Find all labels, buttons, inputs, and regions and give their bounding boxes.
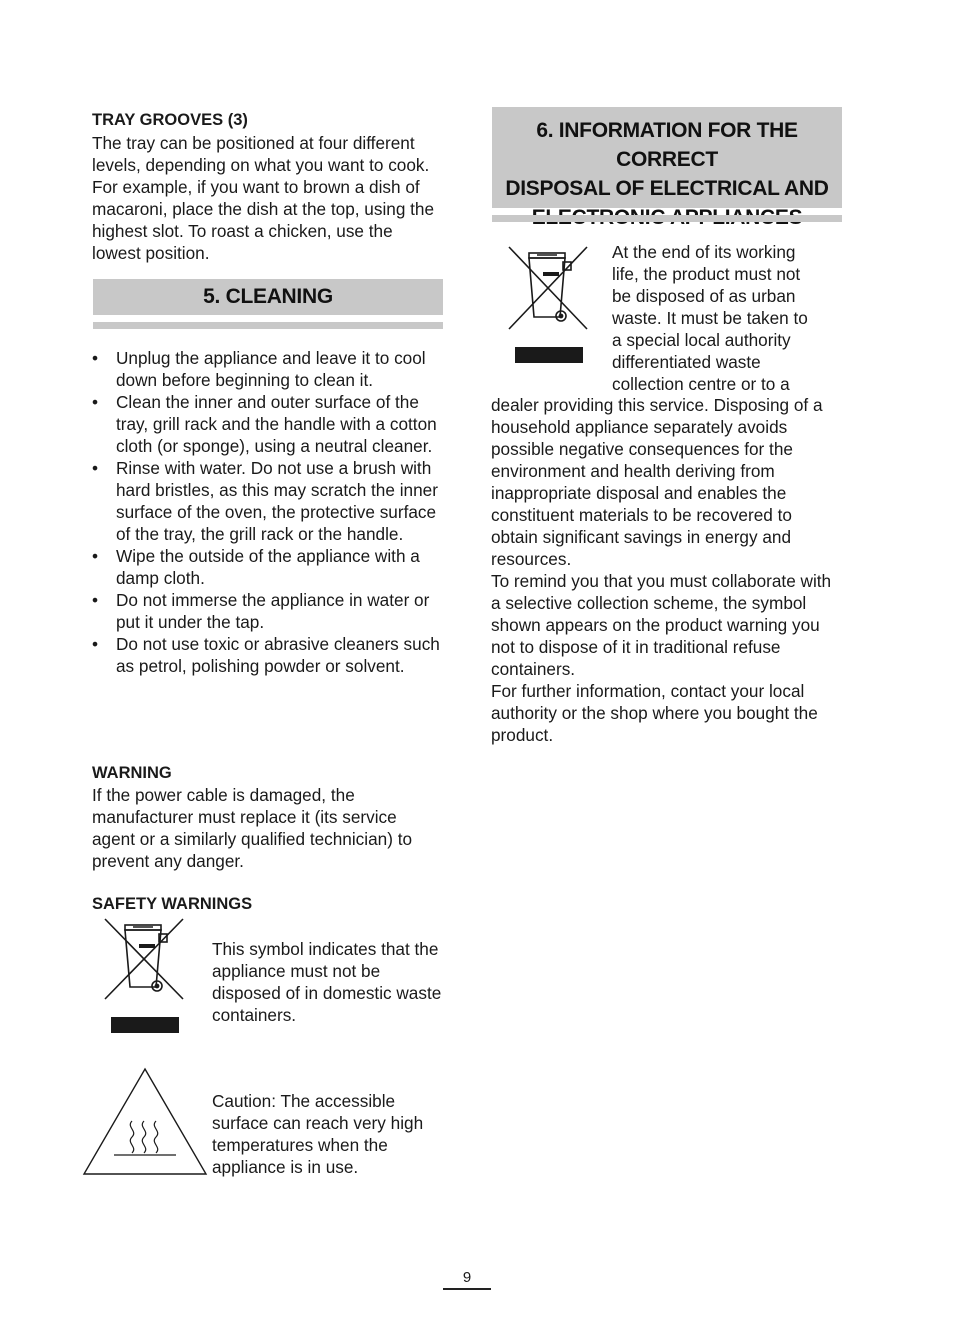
warning-heading: WARNING <box>92 764 172 782</box>
disposal-wrap-line: be disposed of as urban <box>612 286 796 306</box>
cleaning-section-bar <box>93 279 443 315</box>
caution-text: Caution: The accessible surface can reach very high temperatures when the appliance is in use. <box>212 1091 424 1177</box>
cleaning-rule <box>93 322 443 329</box>
disposal-wrap-line: a special local authority <box>612 330 791 350</box>
disposal-wrap-text <box>612 241 844 395</box>
disposal-wrap-line: waste. It must be taken to <box>612 308 808 328</box>
list-item: • Unplug the appliance and leave it to cool down before beginning to clean it. <box>92 347 444 391</box>
tray-grooves-text: The tray can be positioned at four different levels, depending on what you want to cook. For example, if you want to brown a dish of macaroni, place the dish at the top, using the highest slot. To roast a chicken, use the lowest position. <box>92 133 435 263</box>
disposal-paragraph: To remind you that you must collaborate with a selective collection scheme, the symbol shown appears on the product warning you not to dispose of it in traditional refuse containers. <box>491 571 832 679</box>
disposal-wrap-line: At the end of its working <box>612 242 796 262</box>
disposal-wrap-line: differentiated waste <box>612 352 761 372</box>
disposal-paragraph: dealer providing this service. Disposing of a household appliance separately avoids possible negative consequences for the environment and health deriving from inappropriate disposal and enables the constituent materials to be recovered to obtain significant savings in energy and resources. <box>491 395 823 569</box>
warning-text: If the power cable is damaged, the manufacturer must replace it (its service agent or a similarly qualified technician) to prevent any danger. <box>92 785 413 871</box>
list-item: • Wipe the outside of the appliance with a damp cloth. <box>92 545 444 589</box>
list-item: • Clean the inner and outer surface of the tray, grill rack and the handle with a cotton cloth (or sponge), using a neutral cleaner. <box>92 391 444 457</box>
page-number: 9 <box>462 1269 472 1286</box>
disposal-title-line: DISPOSAL OF ELECTRICAL AND <box>505 177 829 200</box>
tray-grooves-heading: TRAY GROOVES (3) <box>92 111 248 129</box>
disposal-wrap-line: life, the product must not <box>612 264 801 284</box>
list-item: • Do not use toxic or abrasive cleaners such as petrol, polishing powder or solvent. <box>92 633 444 677</box>
bin-symbol-text: This symbol indicates that the appliance must not be disposed of in domestic waste containers. <box>212 939 442 1025</box>
disposal-text <box>491 394 841 746</box>
disposal-paragraph: For further information, contact your local authority or the shop where you bought the product. <box>491 681 818 745</box>
hot-surface-warning-icon <box>82 1067 208 1177</box>
disposal-section-bar <box>492 107 842 208</box>
disposal-title-line: 6. INFORMATION FOR THE CORRECT <box>536 119 798 171</box>
disposal-wrap-line: collection centre or to a <box>612 374 790 394</box>
crossed-out-wheelie-bin-icon <box>103 917 189 1035</box>
crossed-out-wheelie-bin-icon <box>507 245 593 365</box>
list-item: • Do not immerse the appliance in water or put it under the tap. <box>92 589 444 633</box>
cleaning-title: 5. CLEANING <box>203 285 333 308</box>
page-number-rule <box>443 1288 491 1290</box>
safety-warnings-heading: SAFETY WARNINGS <box>92 895 253 913</box>
disposal-rule <box>492 215 842 222</box>
cleaning-list <box>92 347 444 677</box>
list-item: • Rinse with water. Do not use a brush with hard bristles, as this may scratch the inner surface of the oven, the protective surface of the tray, the grill rack or the handle. <box>92 457 444 545</box>
